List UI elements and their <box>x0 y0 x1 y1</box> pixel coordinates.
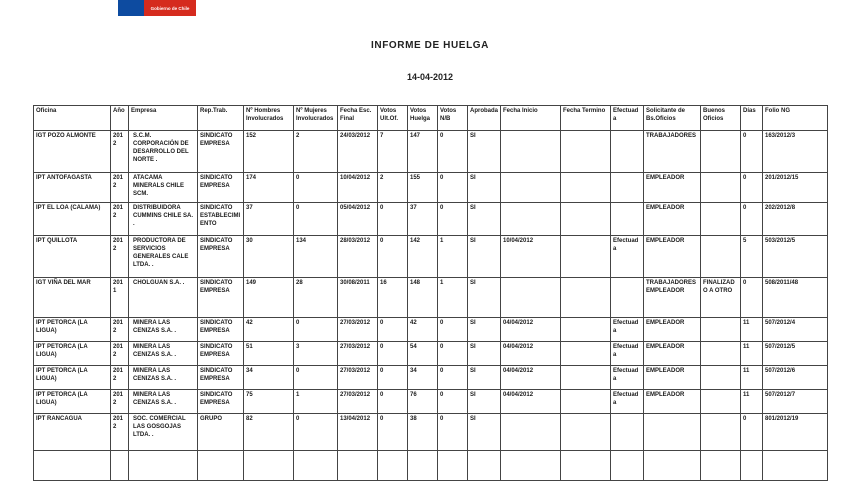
table-cell: ATACAMA MINERALS CHILE SCM. <box>129 173 198 203</box>
table-cell: IGT VIÑA DEL MAR <box>34 278 111 318</box>
table-cell: 11 <box>741 366 763 390</box>
table-cell: IPT PETORCA (LA LIGUA) <box>34 318 111 342</box>
table-cell <box>644 414 701 451</box>
table-cell <box>561 203 611 236</box>
table-cell <box>701 366 741 390</box>
table-cell: IPT EL LOA (CALAMA) <box>34 203 111 236</box>
table-cell <box>468 451 501 481</box>
table-cell: Efectuada <box>611 318 644 342</box>
table-cell: 0 <box>294 203 338 236</box>
column-header: Fecha Esc. Final <box>338 106 378 131</box>
table-cell: 507/2012/7 <box>763 390 828 414</box>
table-row <box>34 414 828 451</box>
table-row <box>34 173 828 203</box>
table-cell: 2012 <box>111 203 129 236</box>
table-cell: 0 <box>378 342 408 366</box>
table-cell: 0 <box>741 278 763 318</box>
table-cell: 7 <box>378 131 408 173</box>
table-cell <box>611 131 644 173</box>
table-cell: IPT RANCAGUA <box>34 414 111 451</box>
table-cell: SI <box>468 318 501 342</box>
table-cell <box>561 342 611 366</box>
table-cell: DISTRIBUIDORA CUMMINS CHILE SA. . <box>129 203 198 236</box>
column-header: Días <box>741 106 763 131</box>
table-cell: IPT PETORCA (LA LIGUA) <box>34 390 111 414</box>
table-cell: 27/03/2012 <box>338 366 378 390</box>
table-cell: EMPLEADOR <box>644 203 701 236</box>
table-cell: 28/03/2012 <box>338 236 378 278</box>
table-cell: 24/03/2012 <box>338 131 378 173</box>
table-cell: 0 <box>378 318 408 342</box>
table-cell <box>611 278 644 318</box>
table-cell: 2 <box>294 131 338 173</box>
table-cell <box>198 451 244 481</box>
strike-report-table <box>33 105 828 481</box>
table-cell: Efectuada <box>611 342 644 366</box>
table-cell: FINALIZADO A OTRO <box>701 278 741 318</box>
gobierno-de-chile-logo <box>118 0 196 16</box>
table-cell: 142 <box>408 236 438 278</box>
table-cell <box>561 318 611 342</box>
table-row <box>34 278 828 318</box>
table-cell: 37 <box>244 203 294 236</box>
table-cell: 1 <box>438 236 468 278</box>
table-cell: CHOLGUAN S.A. . <box>129 278 198 318</box>
table-cell: 28 <box>294 278 338 318</box>
table-cell <box>701 236 741 278</box>
table-cell: EMPLEADOR <box>644 342 701 366</box>
column-header: Efectuada <box>611 106 644 131</box>
table-cell: SI <box>468 414 501 451</box>
table-cell: 04/04/2012 <box>501 342 561 366</box>
table-cell: 82 <box>244 414 294 451</box>
table-cell: EMPLEADOR <box>644 390 701 414</box>
table-cell: 76 <box>408 390 438 414</box>
table-cell: Efectuada <box>611 236 644 278</box>
table-cell <box>111 451 129 481</box>
table-cell: 27/03/2012 <box>338 342 378 366</box>
table-cell: SI <box>468 366 501 390</box>
table-cell: 0 <box>438 131 468 173</box>
table-cell <box>701 173 741 203</box>
table-cell <box>701 318 741 342</box>
table-cell <box>701 390 741 414</box>
table-cell: 2011 <box>111 278 129 318</box>
column-header: Fecha Inicio <box>501 106 561 131</box>
table-cell: 05/04/2012 <box>338 203 378 236</box>
table-cell: 2012 <box>111 131 129 173</box>
table-cell: 10/04/2012 <box>338 173 378 203</box>
table-cell: SINDICATO EMPRESA <box>198 318 244 342</box>
table-cell <box>611 451 644 481</box>
table-row <box>34 131 828 173</box>
logo-blue-block <box>118 0 144 16</box>
table-row <box>34 366 828 390</box>
table-cell: SI <box>468 390 501 414</box>
table-cell: 34 <box>244 366 294 390</box>
column-header: Votos Huelga <box>408 106 438 131</box>
table-cell: 04/04/2012 <box>501 318 561 342</box>
report-date: 14-04-2012 <box>406 72 454 82</box>
table-cell: 37 <box>408 203 438 236</box>
table-cell <box>701 131 741 173</box>
table-cell: 134 <box>294 236 338 278</box>
table-cell <box>408 451 438 481</box>
logo-text: Gobierno de Chile <box>150 5 190 11</box>
table-cell: 801/2012/19 <box>763 414 828 451</box>
table-cell: 163/2012/3 <box>763 131 828 173</box>
table-cell <box>561 278 611 318</box>
table-cell: SINDICATO EMPRESA <box>198 342 244 366</box>
table-cell <box>611 173 644 203</box>
table-cell: 42 <box>244 318 294 342</box>
table-cell <box>611 203 644 236</box>
table-cell: 30 <box>244 236 294 278</box>
table-cell: 10/04/2012 <box>501 236 561 278</box>
table-cell: 0 <box>741 173 763 203</box>
table-cell: 0 <box>438 318 468 342</box>
table-row <box>34 203 828 236</box>
table-cell <box>244 451 294 481</box>
table-cell <box>644 451 701 481</box>
table-cell: 2012 <box>111 318 129 342</box>
table-cell: 149 <box>244 278 294 318</box>
table-cell: 30/08/2011 <box>338 278 378 318</box>
table-cell <box>701 414 741 451</box>
table-cell: EMPLEADOR <box>644 366 701 390</box>
table-cell: 42 <box>408 318 438 342</box>
table-cell: 27/03/2012 <box>338 390 378 414</box>
table-cell <box>701 203 741 236</box>
table-cell <box>501 173 561 203</box>
table-cell <box>501 278 561 318</box>
table-cell: 2012 <box>111 342 129 366</box>
table-cell: 04/04/2012 <box>501 366 561 390</box>
table-cell: EMPLEADOR <box>644 173 701 203</box>
table-cell: S.C.M. CORPORACIÓN DE DESARROLLO DEL NORTE . <box>129 131 198 173</box>
column-header: Votos N/B <box>438 106 468 131</box>
table-cell: SI <box>468 173 501 203</box>
table-cell: 38 <box>408 414 438 451</box>
table-cell <box>611 414 644 451</box>
table-cell: 152 <box>244 131 294 173</box>
table-cell <box>701 342 741 366</box>
table-cell: 2012 <box>111 366 129 390</box>
table-cell: 0 <box>438 366 468 390</box>
table-cell <box>34 451 111 481</box>
column-header: Rep.Trab. <box>198 106 244 131</box>
column-header: Folio NG <box>763 106 828 131</box>
table-cell: SI <box>468 236 501 278</box>
table-cell <box>501 451 561 481</box>
table-cell: 0 <box>741 203 763 236</box>
table-cell: 11 <box>741 342 763 366</box>
table-cell: 147 <box>408 131 438 173</box>
table-cell: 0 <box>438 173 468 203</box>
table-cell: 13/04/2012 <box>338 414 378 451</box>
column-header: Fecha Termino <box>561 106 611 131</box>
table-cell: 0 <box>294 414 338 451</box>
table-cell: TRABAJADORES EMPLEADOR <box>644 278 701 318</box>
column-header: Empresa <box>129 106 198 131</box>
table-cell: SI <box>468 278 501 318</box>
table-cell: MINERA LAS CENIZAS S.A. . <box>129 318 198 342</box>
table-cell <box>561 173 611 203</box>
table-cell <box>501 131 561 173</box>
table-cell: 51 <box>244 342 294 366</box>
table-cell: 0 <box>294 366 338 390</box>
table-cell <box>763 451 828 481</box>
table-row <box>34 342 828 366</box>
column-header: Solicitante de Bs.Oficios <box>644 106 701 131</box>
table-cell: 11 <box>741 318 763 342</box>
table-cell: 11 <box>741 390 763 414</box>
table-cell <box>561 131 611 173</box>
table-cell: 0 <box>294 318 338 342</box>
column-header: Año <box>111 106 129 131</box>
table-cell <box>501 203 561 236</box>
table-cell: 34 <box>408 366 438 390</box>
logo-red-block <box>144 0 196 16</box>
table-cell: 201/2012/15 <box>763 173 828 203</box>
table-cell <box>501 414 561 451</box>
table-cell: 3 <box>294 342 338 366</box>
table-cell: 0 <box>378 203 408 236</box>
table-cell <box>129 451 198 481</box>
table-cell: 0 <box>438 390 468 414</box>
table-cell: 0 <box>294 173 338 203</box>
table-cell: 2012 <box>111 173 129 203</box>
table-cell: 0 <box>438 414 468 451</box>
table-cell: SINDICATO EMPRESA <box>198 131 244 173</box>
column-header: Nº Hombres Involucrados <box>244 106 294 131</box>
table-row <box>34 236 828 278</box>
table-cell: MINERA LAS CENIZAS S.A. . <box>129 366 198 390</box>
table-cell: IPT QUILLOTA <box>34 236 111 278</box>
table-cell: 503/2012/5 <box>763 236 828 278</box>
table-cell: 174 <box>244 173 294 203</box>
table-cell: GRUPO <box>198 414 244 451</box>
table-cell: IPT PETORCA (LA LIGUA) <box>34 342 111 366</box>
column-header: Aprobada <box>468 106 501 131</box>
table-cell: SINDICATO EMPRESA <box>198 390 244 414</box>
table-cell: 0 <box>378 366 408 390</box>
table-cell: SI <box>468 342 501 366</box>
table-cell: IPT PETORCA (LA LIGUA) <box>34 366 111 390</box>
table-cell: 2012 <box>111 414 129 451</box>
table-cell: 16 <box>378 278 408 318</box>
table-cell: SINDICATO EMPRESA <box>198 278 244 318</box>
table-row <box>34 451 828 481</box>
table-cell: 0 <box>741 131 763 173</box>
table-body <box>34 131 828 481</box>
table-cell: SINDICATO EMPRESA <box>198 173 244 203</box>
table-cell: 507/2012/5 <box>763 342 828 366</box>
report-title: INFORME DE HUELGA <box>371 40 489 51</box>
table-cell <box>701 451 741 481</box>
table-cell: 148 <box>408 278 438 318</box>
table-cell <box>561 414 611 451</box>
table-cell: SINDICATO EMPRESA <box>198 366 244 390</box>
table-cell <box>561 366 611 390</box>
table-cell: MINERA LAS CENIZAS S.A. . <box>129 342 198 366</box>
column-header: Nº Mujeres Involucrados <box>294 106 338 131</box>
table-cell: SI <box>468 131 501 173</box>
table-cell: MINERA LAS CENIZAS S.A. . <box>129 390 198 414</box>
table-cell: 1 <box>294 390 338 414</box>
table-cell: 27/03/2012 <box>338 318 378 342</box>
table-cell: 507/2012/6 <box>763 366 828 390</box>
table-cell: PRODUCTORA DE SERVICIOS GENERALES CALE LTDA. . <box>129 236 198 278</box>
table-cell <box>338 451 378 481</box>
table-cell: 155 <box>408 173 438 203</box>
table-cell: 0 <box>378 414 408 451</box>
table-cell <box>561 451 611 481</box>
table-cell: 0 <box>378 390 408 414</box>
table-cell: SI <box>468 203 501 236</box>
table-cell: 508/2011/48 <box>763 278 828 318</box>
table-cell: SOC. COMERCIAL LAS GOSGOJAS LTDA. . <box>129 414 198 451</box>
table-cell: 507/2012/4 <box>763 318 828 342</box>
table-cell: 2 <box>378 173 408 203</box>
table-cell: EMPLEADOR <box>644 236 701 278</box>
table-cell: SINDICATO EMPRESA <box>198 236 244 278</box>
table-cell: 75 <box>244 390 294 414</box>
table-cell <box>561 236 611 278</box>
table-cell: IGT POZO ALMONTE <box>34 131 111 173</box>
table-row <box>34 318 828 342</box>
table-cell <box>378 451 408 481</box>
table-cell: 2012 <box>111 390 129 414</box>
table-cell: 04/04/2012 <box>501 390 561 414</box>
column-header: Oficina <box>34 106 111 131</box>
table-cell: 0 <box>438 342 468 366</box>
table-header-row <box>34 106 828 131</box>
table-cell: 0 <box>438 203 468 236</box>
table-cell <box>561 390 611 414</box>
table-cell <box>438 451 468 481</box>
table-cell: TRABAJADORES <box>644 131 701 173</box>
table-cell: IPT ANTOFAGASTA <box>34 173 111 203</box>
table-cell: 1 <box>438 278 468 318</box>
table-cell: 0 <box>741 414 763 451</box>
table-cell <box>294 451 338 481</box>
table-cell: Efectuada <box>611 390 644 414</box>
column-header: Buenos Oficios <box>701 106 741 131</box>
table-cell: 5 <box>741 236 763 278</box>
table-row <box>34 390 828 414</box>
table-cell: EMPLEADOR <box>644 318 701 342</box>
table-cell <box>741 451 763 481</box>
column-header: Votos Ult.Of. <box>378 106 408 131</box>
table-cell: Efectuada <box>611 366 644 390</box>
table-cell: 0 <box>378 236 408 278</box>
table-cell: 202/2012/8 <box>763 203 828 236</box>
table-cell: 54 <box>408 342 438 366</box>
table-cell: SINDICATO ESTABLECIMIENTO <box>198 203 244 236</box>
table-cell: 2012 <box>111 236 129 278</box>
